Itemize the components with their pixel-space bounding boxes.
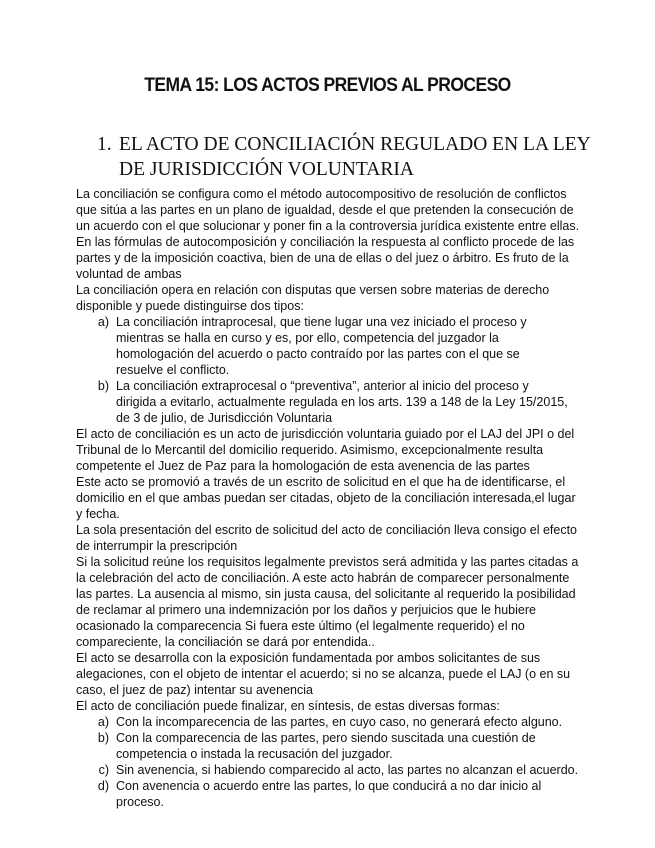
list-item: [76, 778, 580, 810]
paragraph: En las fórmulas de autocomposición y conciliación la respuesta al conflicto procede de las partes y de la imposición coactiva, bien de una de ellas o del juez o árbitro. Es fruto de la voluntad de ambas: [76, 235, 575, 281]
conciliation-types-list: [76, 314, 580, 426]
list-marker: b): [97, 731, 109, 745]
paragraph: La conciliación se configura como el método autocompositivo de resolución de conflictos que sitúa a las partes en un plano de igualdad, desde el que pretenden la consecución de un acuerdo con el que solucionar y poner fin a la controversia jurídica existente entre ellas.: [76, 187, 580, 233]
list-item-text: Con la comparecencia de las partes, pero siendo suscitada una cuestión de competencia o instada la recusación del juzgador.: [116, 731, 536, 761]
paragraph: La sola presentación del escrito de solicitud del acto de conciliación lleva consigo el efecto de interrumpir la prescripción: [76, 523, 577, 553]
list-item-text: Con avenencia o acuerdo entre las partes, lo que conducirá a no dar inicio al proceso.: [116, 779, 542, 809]
paragraph: La conciliación opera en relación con disputas que versen sobre materias de derecho disponible y puede distinguirse dos tipos:: [76, 283, 550, 313]
list-item: [76, 762, 580, 778]
paragraph: Si la solicitud reúne los requisitos legalmente previstos será admitida y las partes citadas a la celebración del acto de conciliación. A este acto habrán de comparecer personalmente las partes. La ausencia al mismo, sin justa causa, del solicitante al requerido la posibilidad de reclamar al primero una indemnización por los daños y perjuicios que le hubiere ocasionado la comparecencia Si fuera este último (el legalmente requerido) el no compareciente, la conciliación se dará por entendida..: [76, 555, 579, 649]
section-number: 1.: [97, 134, 112, 155]
list-item-text: Con la incomparecencia de las partes, en cuyo caso, no generará efecto alguno.: [116, 715, 563, 729]
list-item: [76, 314, 580, 378]
list-marker: b): [97, 379, 109, 393]
list-item: [76, 378, 580, 426]
list-marker: a): [97, 315, 109, 329]
list-item: [76, 730, 580, 762]
section-heading-text: EL ACTO DE CONCILIACIÓN REGULADO EN LA LEY DE JURISDICCIÓN VOLUNTARIA: [119, 134, 591, 180]
list-item-text: Sin avenencia, si habiendo comparecido al acto, las partes no alcanzan el acuerdo.: [116, 763, 579, 777]
list-item-text: La conciliación intraprocesal, que tiene lugar una vez iniciado el proceso y mientras se halla en curso y es, por ello, competencia del juzgador la homologación del acuerdo o pacto contraído por las partes con el que se resuelve el conflicto.: [116, 315, 527, 377]
paragraph: El acto de conciliación puede finalizar, en síntesis, de estas diversas formas:: [76, 699, 500, 713]
document-body: [76, 186, 580, 810]
section-heading: [97, 132, 597, 182]
list-marker: d): [97, 779, 109, 793]
list-marker: a): [97, 715, 109, 729]
paragraph: El acto de conciliación es un acto de jurisdicción voluntaria guiado por el LAJ del JPI o del Tribunal de lo Mercantil del domicilio requerido. Asimismo, excepcionalmente resulta competente el Juez de Paz para la homologación de esta avenencia de las partes: [76, 427, 575, 473]
list-item-text: La conciliación extraprocesal o “preventiva”, anterior al inicio del proceso y dirigida a evitarlo, actualmente regulada en los arts. 139 a 148 de la Ley 15/2015, de 3 de julio, de Jurisdicción Voluntaria: [116, 379, 568, 425]
list-marker: c): [98, 763, 109, 777]
list-item: [76, 714, 580, 730]
document-title: TEMA 15: LOS ACTOS PREVIOS AL PROCESO: [144, 75, 511, 96]
paragraph: El acto se desarrolla con la exposición fundamentada por ambos solicitantes de sus alegaciones, con el objeto de intentar el acuerdo; si no se alcanza, puede el LAJ (o en su caso, el juez de paz) intentar su avenencia: [76, 651, 571, 697]
conciliation-endings-list: [76, 714, 580, 810]
paragraph: Este acto se promovió a través de un escrito de solicitud en el que ha de identificarse, el domicilio en el que ambas puedan ser citadas, objeto de la conciliación interesada,el lugar y fecha.: [76, 475, 576, 521]
